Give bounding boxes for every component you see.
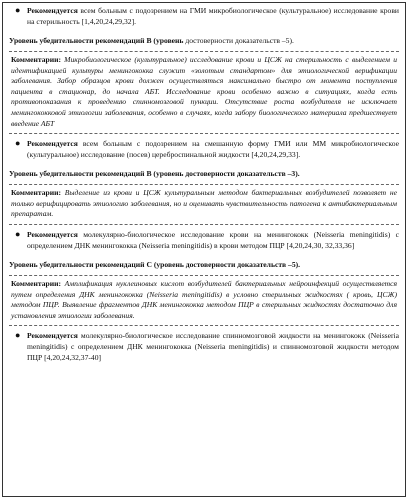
recommendation-lead: Рекомендуется	[27, 139, 78, 149]
evidence-level-3	[9, 259, 399, 270]
recommendation-body: молекулярно-биологическое исследование крови на менингококк (Neisseria meningitidis) с определением ДНК менингококка (Neisseria meningitidis) в крови методом ПЦР [4,20,24,30, 32,33,36]	[27, 229, 399, 250]
evidence-level-bold: Уровень убедительности рекомендаций В (уровень достоверности доказательств –3).	[9, 169, 300, 179]
recommendation-text	[27, 138, 399, 160]
bullet-icon: ●	[15, 138, 21, 149]
document-page	[2, 2, 406, 497]
recommendation-body: молекулярно-биологическое исследование спинномозговой жидкости на менингококк (Neisseria meningitidis) с определением ДНК менингококка (Neisseria meningitidis) и спинномозговой жидкости методом ПЦР [4,20,24,32,37-40]	[27, 331, 399, 363]
evidence-level-1	[9, 35, 399, 46]
recommendation-lead: Рекомендуется	[27, 229, 78, 239]
comment-body: Микробиологическое (культуральное) исследование крови и ЦСЖ на стерильность с выделением и идентификацией культуры менингококка служит «золотым стандартом» для этиологической верификации заболевания. Забор образцов крови должен осуществляться максимально быстро от момента поступления пациента в стационар, до начала АБТ. Исследование крови особенно важно в ситуациях, когда есть противопоказания к проведению спинномозговой пункции. Отсутствие роста возбудителя не исключает менингококковой этиологии заболевания, особенно в случаях, когда забору биологического материала предшествует введение АБТ	[11, 55, 397, 128]
recommendation-blood-culture	[9, 5, 399, 27]
bullet-icon: ●	[15, 5, 21, 15]
recommendation-csf-culture	[9, 138, 399, 160]
recommendation-lead: Рекомендуется	[27, 331, 78, 341]
comment-head: Комментарии:	[11, 278, 61, 288]
recommendation-blood-pcr	[9, 229, 399, 251]
comment-block-3	[9, 275, 399, 326]
recommendation-csf-pcr	[9, 330, 399, 363]
recommendation-body: всем больным с подозрением на ГМИ микробиологическое (культуральное) исследование крови на стерильность [1,4,20,24,29,32].	[27, 6, 399, 26]
recommendation-text	[27, 5, 399, 27]
recommendation-lead: Рекомендуется	[27, 6, 78, 15]
comment-head: Комментарии:	[11, 188, 61, 198]
bullet-icon: ●	[15, 228, 21, 239]
comment-head: Комментарии:	[11, 55, 61, 64]
evidence-level-bold: Уровень убедительности рекомендаций С (уровень достоверности доказательств –5).	[9, 259, 301, 269]
comment-block-1	[9, 51, 399, 134]
comment-body: Амплификация нуклеиновых кислот возбудителей бактериальных нейроинфекций осуществляется путем определения ДНК менингококка (Neisseria meningitidis) в условно стерильных жидкостях ( кровь, ЦСЖ) методом ПЦР. Выявление фрагментов ДНК менингококка методом ПЦР в стерильных жидкостях достаточно для установления этиологии заболевания.	[11, 278, 397, 320]
recommendation-body: всем больным с подозрением на смешанную форму ГМИ или ММ микробиологическое (культуральное) исследование (посев) цереброспинальной жидкости [4,20,24,29,33].	[27, 139, 399, 160]
bullet-icon: ●	[15, 330, 21, 341]
recommendation-text	[27, 229, 399, 251]
comment-body: Выделение из крови и ЦСЖ культуральным методом бактериальных возбудителей позволяет не только верифицировать этиологию заболевания, но и оценивать чувствительность патогена к антибактериальным препаратам.	[11, 188, 397, 219]
comment-block-2	[9, 184, 399, 225]
evidence-level-bold: Уровень убедительности рекомендаций В (уровень	[9, 36, 184, 45]
evidence-level-2	[9, 168, 399, 179]
evidence-level-plain: достоверности доказательств –5).	[183, 36, 294, 45]
recommendation-text	[27, 330, 399, 363]
